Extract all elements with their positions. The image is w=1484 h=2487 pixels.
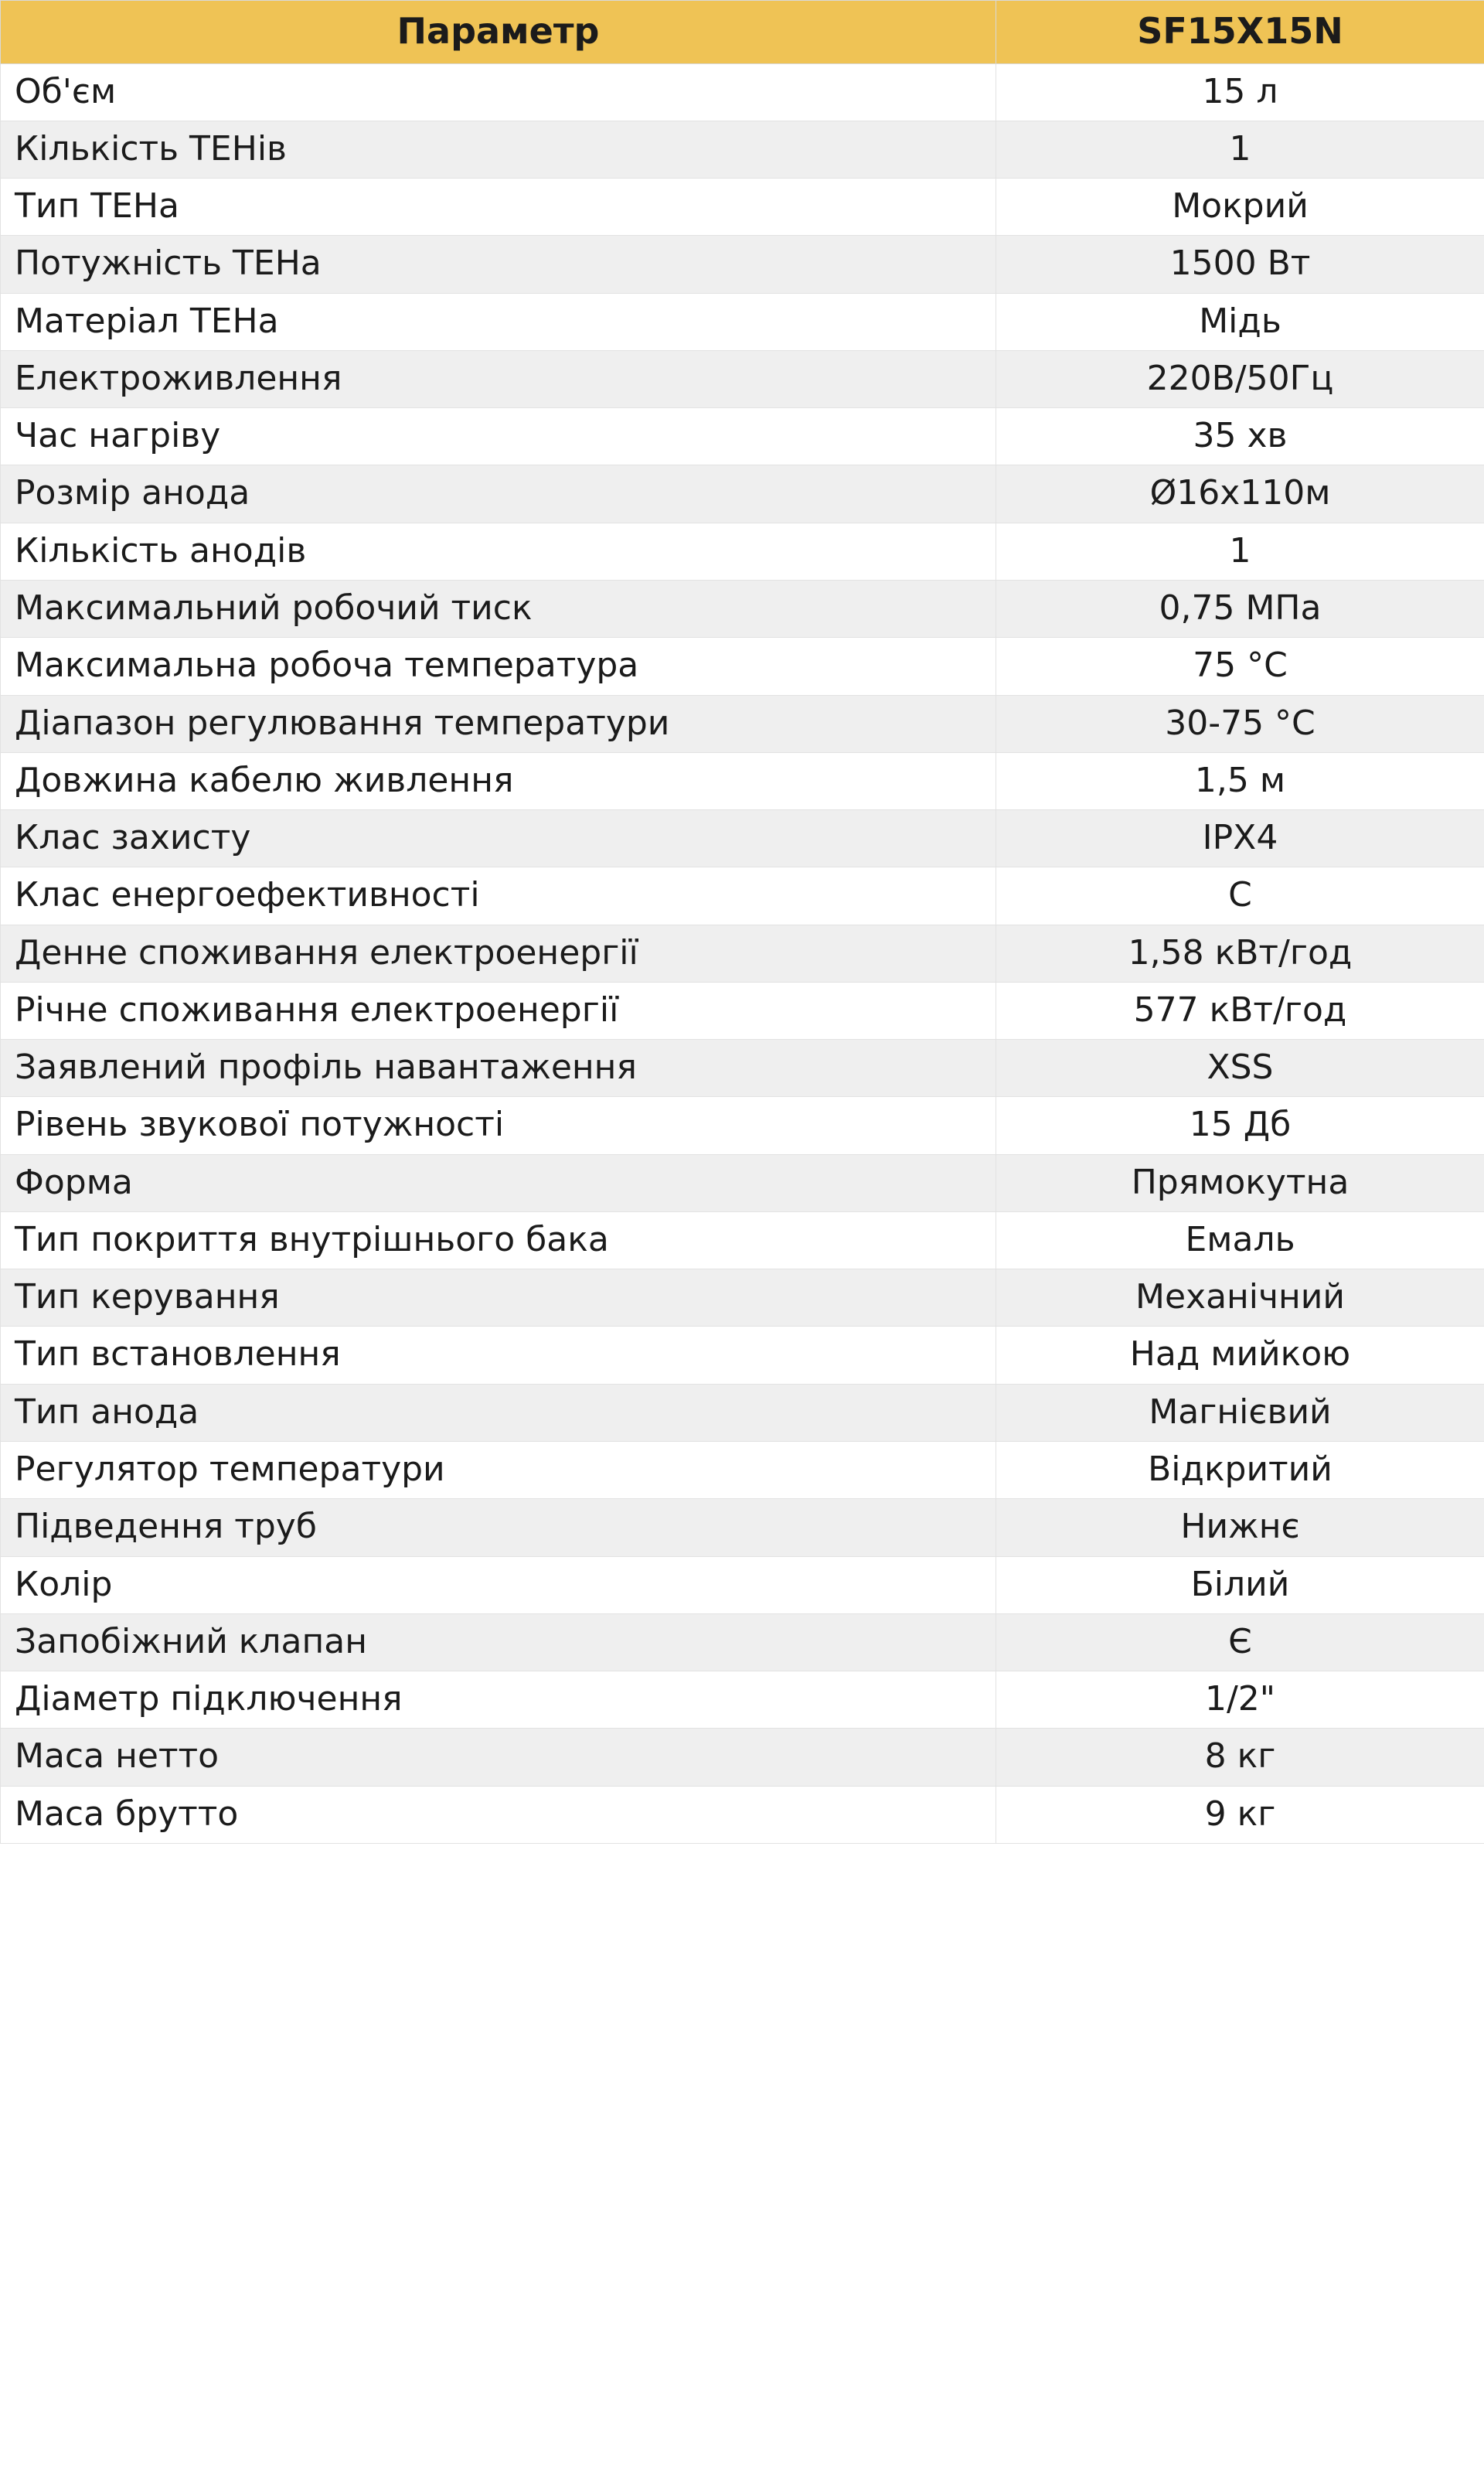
cell-parameter-name: Підведення труб xyxy=(1,1499,996,1556)
cell-parameter-value: 1500 Вт xyxy=(996,236,1484,293)
cell-parameter-value: 1/2" xyxy=(996,1671,1484,1729)
table-body xyxy=(1,63,1484,1843)
table-row xyxy=(1,1384,1484,1441)
column-header-parameter: Параметр xyxy=(1,1,996,64)
table-row xyxy=(1,982,1484,1039)
cell-parameter-name: Розмір анода xyxy=(1,465,996,523)
cell-parameter-value: 8 кг xyxy=(996,1729,1484,1786)
cell-parameter-value: 35 хв xyxy=(996,408,1484,465)
table-row xyxy=(1,1269,1484,1327)
cell-parameter-value: Прямокутна xyxy=(996,1154,1484,1211)
cell-parameter-name: Діаметр підключення xyxy=(1,1671,996,1729)
table-row xyxy=(1,1097,1484,1154)
cell-parameter-name: Клас енергоефективності xyxy=(1,867,996,925)
table-row xyxy=(1,925,1484,982)
cell-parameter-value: Білий xyxy=(996,1556,1484,1613)
cell-parameter-name: Електроживлення xyxy=(1,350,996,407)
cell-parameter-name: Тип анода xyxy=(1,1384,996,1441)
cell-parameter-value: 0,75 МПа xyxy=(996,580,1484,637)
table-row xyxy=(1,580,1484,637)
cell-parameter-name: Рівень звукової потужності xyxy=(1,1097,996,1154)
cell-parameter-value: 9 кг xyxy=(996,1786,1484,1843)
cell-parameter-name: Тип ТЕНа xyxy=(1,179,996,236)
table-row xyxy=(1,638,1484,695)
cell-parameter-name: Час нагріву xyxy=(1,408,996,465)
cell-parameter-value: Ø16х110м xyxy=(996,465,1484,523)
cell-parameter-name: Довжина кабелю живлення xyxy=(1,752,996,809)
cell-parameter-value: 577 кВт/год xyxy=(996,982,1484,1039)
cell-parameter-name: Максимальна робоча температура xyxy=(1,638,996,695)
cell-parameter-name: Діапазон регулювання температури xyxy=(1,695,996,752)
table-row xyxy=(1,1613,1484,1671)
table-header-row xyxy=(1,1,1484,64)
cell-parameter-value: 1 xyxy=(996,523,1484,580)
cell-parameter-name: Форма xyxy=(1,1154,996,1211)
cell-parameter-value: 1 xyxy=(996,121,1484,178)
cell-parameter-value: Відкритий xyxy=(996,1441,1484,1498)
cell-parameter-name: Денне споживання електроенергії xyxy=(1,925,996,982)
table-row xyxy=(1,63,1484,121)
table-row xyxy=(1,1040,1484,1097)
cell-parameter-value: C xyxy=(996,867,1484,925)
table-row xyxy=(1,236,1484,293)
table-row xyxy=(1,1556,1484,1613)
cell-parameter-value: Нижнє xyxy=(996,1499,1484,1556)
table-row xyxy=(1,752,1484,809)
table-row xyxy=(1,1786,1484,1843)
table-header xyxy=(1,1,1484,64)
cell-parameter-name: Маса брутто xyxy=(1,1786,996,1843)
cell-parameter-name: Заявлений профіль навантаження xyxy=(1,1040,996,1097)
cell-parameter-value: 15 л xyxy=(996,63,1484,121)
cell-parameter-value: IPX4 xyxy=(996,810,1484,867)
table-row xyxy=(1,121,1484,178)
cell-parameter-value: 15 Дб xyxy=(996,1097,1484,1154)
cell-parameter-name: Максимальний робочий тиск xyxy=(1,580,996,637)
cell-parameter-value: Мідь xyxy=(996,293,1484,350)
cell-parameter-name: Річне споживання електроенергії xyxy=(1,982,996,1039)
cell-parameter-name: Клас захисту xyxy=(1,810,996,867)
cell-parameter-name: Потужність ТЕНа xyxy=(1,236,996,293)
cell-parameter-name: Кількість ТЕНів xyxy=(1,121,996,178)
table-row xyxy=(1,523,1484,580)
table-row xyxy=(1,1211,1484,1269)
table-row xyxy=(1,695,1484,752)
cell-parameter-value: Механічний xyxy=(996,1269,1484,1327)
table-row xyxy=(1,1729,1484,1786)
table-row xyxy=(1,1327,1484,1384)
column-header-model: SF15X15N xyxy=(996,1,1484,64)
table-row xyxy=(1,179,1484,236)
cell-parameter-value: 30-75 °C xyxy=(996,695,1484,752)
table-row xyxy=(1,867,1484,925)
cell-parameter-value: Є xyxy=(996,1613,1484,1671)
cell-parameter-value: XSS xyxy=(996,1040,1484,1097)
cell-parameter-name: Об'єм xyxy=(1,63,996,121)
table-row xyxy=(1,293,1484,350)
cell-parameter-value: Над мийкою xyxy=(996,1327,1484,1384)
cell-parameter-value: 75 °C xyxy=(996,638,1484,695)
table-row xyxy=(1,810,1484,867)
cell-parameter-name: Тип встановлення xyxy=(1,1327,996,1384)
table-row xyxy=(1,1441,1484,1498)
table-row xyxy=(1,1671,1484,1729)
cell-parameter-name: Колір xyxy=(1,1556,996,1613)
cell-parameter-value: 1,5 м xyxy=(996,752,1484,809)
cell-parameter-value: 220В/50Гц xyxy=(996,350,1484,407)
cell-parameter-name: Тип керування xyxy=(1,1269,996,1327)
table-row xyxy=(1,465,1484,523)
cell-parameter-name: Регулятор температури xyxy=(1,1441,996,1498)
cell-parameter-value: Мокрий xyxy=(996,179,1484,236)
cell-parameter-name: Матеріал ТЕНа xyxy=(1,293,996,350)
cell-parameter-value: Магнієвий xyxy=(996,1384,1484,1441)
cell-parameter-name: Кількість анодів xyxy=(1,523,996,580)
table-row xyxy=(1,350,1484,407)
table-row xyxy=(1,1154,1484,1211)
cell-parameter-name: Тип покриття внутрішнього бака xyxy=(1,1211,996,1269)
table-row xyxy=(1,408,1484,465)
cell-parameter-name: Маса нетто xyxy=(1,1729,996,1786)
cell-parameter-value: 1,58 кВт/год xyxy=(996,925,1484,982)
table-row xyxy=(1,1499,1484,1556)
cell-parameter-name: Запобіжний клапан xyxy=(1,1613,996,1671)
cell-parameter-value: Емаль xyxy=(996,1211,1484,1269)
